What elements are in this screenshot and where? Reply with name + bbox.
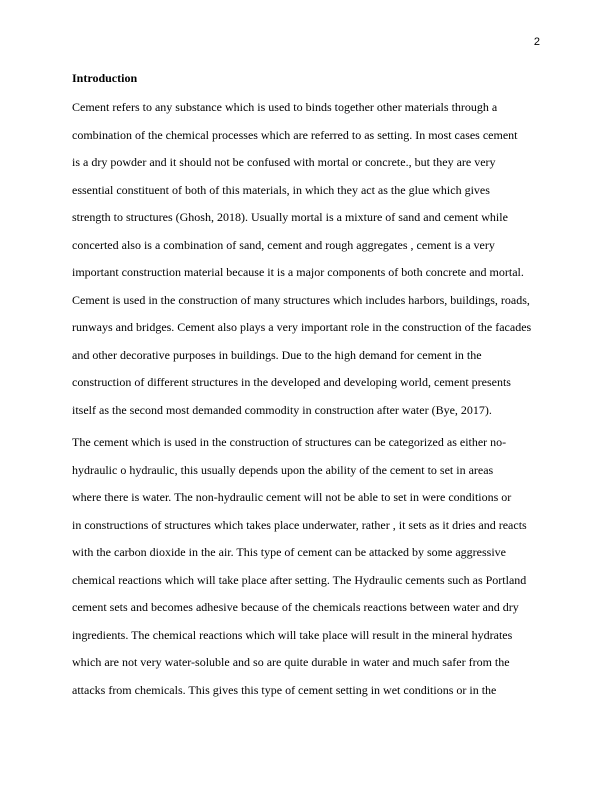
- document-body: [72, 68, 544, 709]
- paragraph-1: [72, 94, 544, 424]
- text-line: hydraulic o hydraulic, this usually depends upon the ability of the cement to set in areas: [72, 462, 494, 477]
- text-line: is a dry powder and it should not be confused with mortal or concrete., but they are very: [72, 155, 496, 169]
- text-line: The cement which is used in the construction of structures can be categorized as either no-: [72, 435, 507, 449]
- text-line: and other decorative purposes in buildings. Due to the high demand for cement in the: [72, 347, 482, 362]
- text-line: itself as the second most demanded commodity in construction after water (Bye, 2017).: [72, 402, 492, 417]
- text-line: essential constituent of both of this materials, in which they act as the glue which gives: [72, 182, 490, 197]
- text-line: runways and bridges. Cement also plays a very important role in the construction of the facades: [72, 320, 532, 334]
- text-line: strength to structures (Ghosh, 2018). Usually mortal is a mixture of sand and cement while: [72, 210, 508, 224]
- text-line: Cement is used in the construction of many structures which includes harbors, buildings, roads,: [72, 292, 530, 307]
- text-line: with the carbon dioxide in the air. This type of cement can be attacked by some aggressive: [72, 545, 506, 559]
- text-line: combination of the chemical processes which are referred to as setting. In most cases cement: [72, 127, 518, 142]
- section-heading: Introduction: [72, 71, 138, 85]
- text-line: Cement refers to any substance which is used to binds together other materials through a: [72, 100, 498, 114]
- text-line: where there is water. The non-hydraulic cement will not be able to set in were conditions or: [72, 490, 512, 504]
- text-line: ingredients. The chemical reactions which will take place will result in the mineral hydrates: [72, 627, 513, 642]
- text-line: chemical reactions which will take place after setting. The Hydraulic cements such as Portland: [72, 572, 527, 587]
- text-line: important construction material because it is a major components of both concrete and mortal.: [72, 265, 524, 279]
- text-line: construction of different structures in the developed and developing world, cement presents: [72, 375, 511, 389]
- text-line: attacks from chemicals. This gives this type of cement setting in wet conditions or in the: [72, 682, 497, 697]
- text-line: cement sets and becomes adhesive because of the chemicals reactions between water and dry: [72, 600, 519, 614]
- page-number: 2: [533, 36, 540, 48]
- paragraph-2: [72, 429, 544, 704]
- text-line: which are not very water-soluble and so are quite durable in water and much safer from the: [72, 655, 510, 669]
- text-line: in constructions of structures which takes place underwater, rather , it sets as it dries and reacts: [72, 517, 527, 532]
- text-line: concerted also is a combination of sand, cement and rough aggregates , cement is a very: [72, 237, 495, 252]
